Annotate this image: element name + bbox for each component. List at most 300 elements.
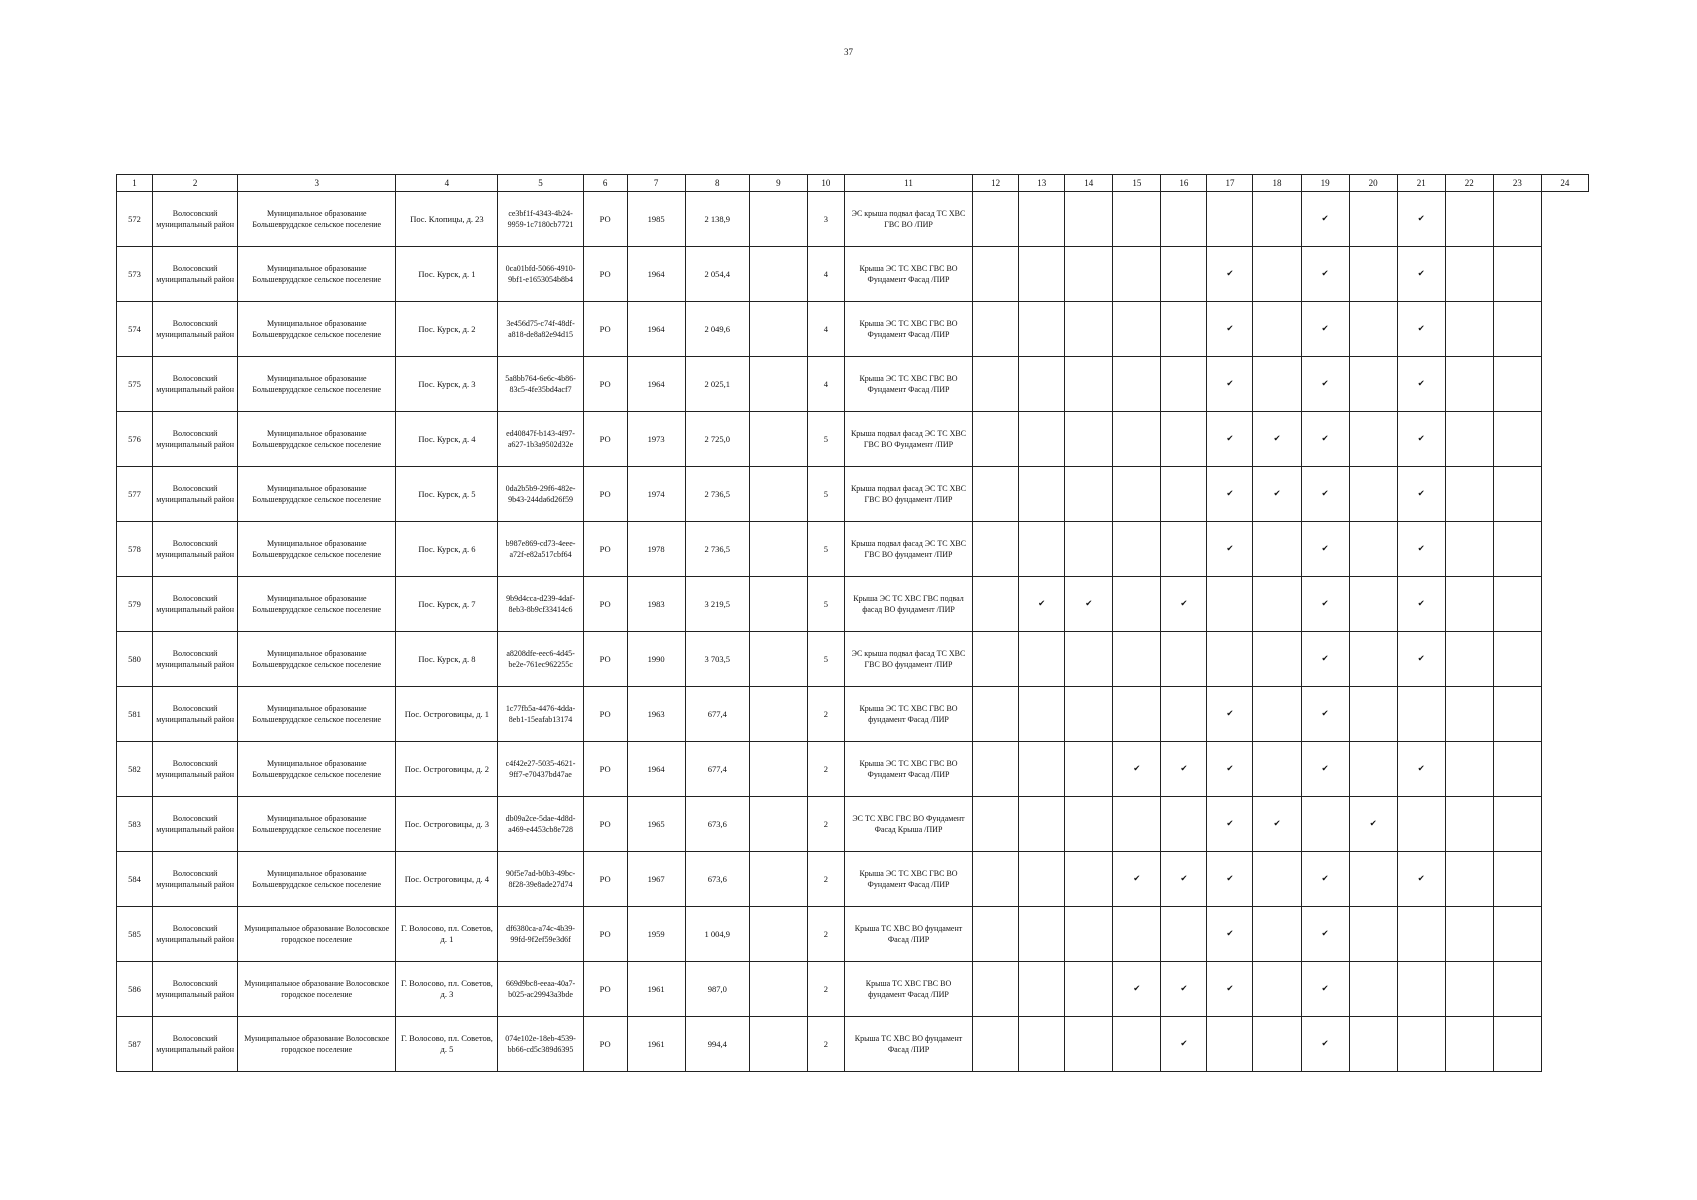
checkmark-icon: ✔ [1397,357,1445,412]
empty-cell [1493,247,1541,302]
year-built-cell: 1967 [627,852,685,907]
work-types-cell: Крыша ЭС ТС ХВС ГВС ВО Фундамент Фасад /ПИР [844,357,972,412]
empty-cell [1019,852,1065,907]
floors-cell: 4 [807,357,844,412]
empty-cell [1065,687,1113,742]
row-number-cell: 581 [117,687,153,742]
empty-cell [1349,522,1397,577]
year-built-cell: 1990 [627,632,685,687]
column-9-cell [749,907,807,962]
empty-cell [1019,412,1065,467]
district-cell: Волосовский муниципальный район [153,687,238,742]
building-id-cell: df6380ca-a74c-4b39-99fd-9f2ef59e3d6f [498,907,583,962]
empty-cell [973,247,1019,302]
checkmark-icon: ✔ [1397,522,1445,577]
checkmark-icon: ✔ [1397,742,1445,797]
district-cell: Волосовский муниципальный район [153,357,238,412]
table-row [117,632,1589,687]
row-number-cell: 577 [117,467,153,522]
building-id-cell: 5a8bb764-6e6c-4b86-83c5-4fe35bd4acf7 [498,357,583,412]
district-cell: Волосовский муниципальный район [153,797,238,852]
year-built-cell: 1973 [627,412,685,467]
year-built-cell: 1961 [627,962,685,1017]
empty-cell [1397,907,1445,962]
address-cell: Г. Волосово, пл. Советов, д. 1 [396,907,498,962]
empty-cell [973,357,1019,412]
empty-cell [1253,357,1301,412]
area-cell: 2 736,5 [685,467,749,522]
column-number-header-row [117,175,1589,192]
empty-cell [1065,797,1113,852]
checkmark-icon: ✔ [1301,632,1349,687]
district-cell: Волосовский муниципальный район [153,302,238,357]
checkmark-icon: ✔ [1349,797,1397,852]
year-built-cell: 1965 [627,797,685,852]
work-types-cell: Крыша ТС ХВС ВО фундамент Фасад /ПИР [844,907,972,962]
municipality-cell: Муниципальное образование Большевруддское сельское поселение [238,577,396,632]
checkmark-icon: ✔ [1207,687,1253,742]
empty-cell [1253,247,1301,302]
address-cell: Пос. Курск, д. 2 [396,302,498,357]
empty-cell [1113,412,1161,467]
empty-cell [1253,687,1301,742]
empty-cell [1065,467,1113,522]
empty-cell [1019,907,1065,962]
empty-cell [1065,962,1113,1017]
empty-cell [1445,192,1493,247]
empty-cell [1349,247,1397,302]
year-built-cell: 1985 [627,192,685,247]
empty-cell [973,797,1019,852]
area-cell: 677,4 [685,687,749,742]
area-cell: 3 219,5 [685,577,749,632]
column-9-cell [749,962,807,1017]
empty-cell [1301,797,1349,852]
building-id-cell: 3e456d75-c74f-48df-a818-de8a82e94d15 [498,302,583,357]
checkmark-icon: ✔ [1207,247,1253,302]
empty-cell [1113,577,1161,632]
empty-cell [1253,962,1301,1017]
empty-cell [1493,357,1541,412]
empty-cell [1065,357,1113,412]
empty-cell [973,577,1019,632]
empty-cell [1493,577,1541,632]
column-header-23: 23 [1493,175,1541,192]
empty-cell [1349,907,1397,962]
row-number-cell: 575 [117,357,153,412]
floors-cell: 5 [807,522,844,577]
empty-cell [1207,192,1253,247]
row-number-cell: 579 [117,577,153,632]
checkmark-icon: ✔ [1207,797,1253,852]
floors-cell: 5 [807,412,844,467]
empty-cell [1253,742,1301,797]
district-cell: Волосовский муниципальный район [153,1017,238,1072]
table-row [117,962,1589,1017]
building-id-cell: ed40847f-b143-4f97-a627-1b3a9502d32e [498,412,583,467]
municipality-cell: Муниципальное образование Большевруддское сельское поселение [238,247,396,302]
empty-cell [1019,1017,1065,1072]
building-id-cell: db09a2ce-5dae-4d8d-a469-e4453cb8e728 [498,797,583,852]
floors-cell: 2 [807,797,844,852]
table-row [117,797,1589,852]
checkmark-icon: ✔ [1113,962,1161,1017]
table-body [117,192,1589,1072]
empty-cell [1161,687,1207,742]
column-header-4: 4 [396,175,498,192]
district-cell: Волосовский муниципальный район [153,962,238,1017]
empty-cell [1253,577,1301,632]
work-types-cell: ЭС крыша подвал фасад ТС ХВС ГВС ВО /ПИР [844,192,972,247]
column-9-cell [749,412,807,467]
checkmark-icon: ✔ [1301,467,1349,522]
area-cell: 2 736,5 [685,522,749,577]
empty-cell [973,632,1019,687]
empty-cell [1113,192,1161,247]
column-header-14: 14 [1065,175,1113,192]
area-cell: 2 049,6 [685,302,749,357]
building-id-cell: 90f5e7ad-b0b3-49bc-8f28-39e8ade27d74 [498,852,583,907]
row-number-cell: 582 [117,742,153,797]
fund-form-cell: РО [583,797,627,852]
floors-cell: 2 [807,962,844,1017]
empty-cell [1349,302,1397,357]
fund-form-cell: РО [583,1017,627,1072]
empty-cell [1445,247,1493,302]
empty-cell [1019,962,1065,1017]
empty-cell [1445,962,1493,1017]
empty-cell [1019,522,1065,577]
empty-cell [1397,687,1445,742]
checkmark-icon: ✔ [1113,742,1161,797]
fund-form-cell: РО [583,357,627,412]
address-cell: Пос. Курск, д. 7 [396,577,498,632]
municipality-cell: Муниципальное образование Большевруддское сельское поселение [238,742,396,797]
column-header-20: 20 [1349,175,1397,192]
empty-cell [1065,247,1113,302]
year-built-cell: 1983 [627,577,685,632]
work-types-cell: Крыша подвал фасад ЭС ТС ХВС ГВС ВО фундамент /ПИР [844,522,972,577]
empty-cell [1349,357,1397,412]
empty-cell [1445,412,1493,467]
work-types-cell: Крыша ТС ХВС ВО фундамент Фасад /ПИР [844,1017,972,1072]
checkmark-icon: ✔ [1019,577,1065,632]
building-id-cell: 074e102e-18eb-4539-bb66-cd5c389d6395 [498,1017,583,1072]
area-cell: 673,6 [685,797,749,852]
work-types-cell: Крыша ЭС ТС ХВС ГВС ВО Фундамент Фасад /ПИР [844,247,972,302]
checkmark-icon: ✔ [1397,852,1445,907]
floors-cell: 4 [807,247,844,302]
work-types-cell: Крыша ЭС ТС ХВС ГВС подвал фасад ВО фундамент /ПИР [844,577,972,632]
column-9-cell [749,687,807,742]
area-cell: 2 054,4 [685,247,749,302]
empty-cell [1349,192,1397,247]
column-header-17: 17 [1207,175,1253,192]
table-row [117,192,1589,247]
area-cell: 2 138,9 [685,192,749,247]
address-cell: Г. Волосово, пл. Советов, д. 5 [396,1017,498,1072]
column-header-24: 24 [1541,175,1588,192]
empty-cell [1493,962,1541,1017]
district-cell: Волосовский муниципальный район [153,907,238,962]
empty-cell [1493,302,1541,357]
empty-cell [1493,1017,1541,1072]
floors-cell: 2 [807,687,844,742]
checkmark-icon: ✔ [1207,302,1253,357]
checkmark-icon: ✔ [1207,412,1253,467]
empty-cell [1445,1017,1493,1072]
column-header-3: 3 [238,175,396,192]
address-cell: Пос. Курск, д. 1 [396,247,498,302]
empty-cell [1113,632,1161,687]
empty-cell [1161,632,1207,687]
building-id-cell: ce3bf1f-4343-4b24-9959-1c7180cb7721 [498,192,583,247]
table-row [117,522,1589,577]
empty-cell [1349,742,1397,797]
empty-cell [1065,412,1113,467]
checkmark-icon: ✔ [1207,467,1253,522]
empty-cell [1065,1017,1113,1072]
checkmark-icon: ✔ [1301,742,1349,797]
empty-cell [1113,1017,1161,1072]
fund-form-cell: РО [583,302,627,357]
empty-cell [1493,522,1541,577]
municipality-cell: Муниципальное образование Большевруддское сельское поселение [238,467,396,522]
row-number-cell: 573 [117,247,153,302]
area-cell: 2 025,1 [685,357,749,412]
empty-cell [1349,962,1397,1017]
work-types-cell: ЭС крыша подвал фасад ТС ХВС ГВС ВО фундамент /ПИР [844,632,972,687]
table-row [117,302,1589,357]
column-9-cell [749,357,807,412]
fund-form-cell: РО [583,412,627,467]
table-row [117,467,1589,522]
building-id-cell: 9b9d4cca-d239-4daf-8eb3-8b9cf33414c6 [498,577,583,632]
empty-cell [1113,467,1161,522]
checkmark-icon: ✔ [1161,577,1207,632]
district-cell: Волосовский муниципальный район [153,632,238,687]
empty-cell [1161,797,1207,852]
checkmark-icon: ✔ [1301,1017,1349,1072]
floors-cell: 5 [807,467,844,522]
housing-register-table [116,174,1589,1072]
building-id-cell: 0ca01bfd-5066-4910-9bf1-e1653054b8b4 [498,247,583,302]
fund-form-cell: РО [583,962,627,1017]
fund-form-cell: РО [583,192,627,247]
checkmark-icon: ✔ [1253,797,1301,852]
empty-cell [1493,852,1541,907]
empty-cell [1065,302,1113,357]
district-cell: Волосовский муниципальный район [153,192,238,247]
table-row [117,852,1589,907]
table-row [117,687,1589,742]
fund-form-cell: РО [583,247,627,302]
checkmark-icon: ✔ [1397,577,1445,632]
empty-cell [1065,852,1113,907]
checkmark-icon: ✔ [1301,577,1349,632]
row-number-cell: 576 [117,412,153,467]
empty-cell [1445,632,1493,687]
column-header-13: 13 [1019,175,1065,192]
address-cell: Пос. Курск, д. 6 [396,522,498,577]
work-types-cell: Крыша ЭС ТС ХВС ГВС ВО Фундамент Фасад /ПИР [844,742,972,797]
year-built-cell: 1963 [627,687,685,742]
building-id-cell: 0da2b5b9-29f6-482e-9b43-244da6d26f59 [498,467,583,522]
column-header-6: 6 [583,175,627,192]
empty-cell [1253,907,1301,962]
fund-form-cell: РО [583,742,627,797]
empty-cell [1493,907,1541,962]
checkmark-icon: ✔ [1397,247,1445,302]
column-header-9: 9 [749,175,807,192]
empty-cell [1113,907,1161,962]
empty-cell [973,522,1019,577]
empty-cell [973,192,1019,247]
empty-cell [1019,687,1065,742]
floors-cell: 2 [807,1017,844,1072]
fund-form-cell: РО [583,852,627,907]
row-number-cell: 583 [117,797,153,852]
table-row [117,907,1589,962]
empty-cell [1113,797,1161,852]
checkmark-icon: ✔ [1301,687,1349,742]
empty-cell [1349,1017,1397,1072]
column-9-cell [749,247,807,302]
work-types-cell: Крыша подвал фасад ЭС ТС ХВС ГВС ВО Фундамент /ПИР [844,412,972,467]
municipality-cell: Муниципальное образование Волосовское городское поселение [238,907,396,962]
address-cell: Г. Волосово, пл. Советов, д. 3 [396,962,498,1017]
column-9-cell [749,302,807,357]
checkmark-icon: ✔ [1161,852,1207,907]
column-9-cell [749,742,807,797]
column-header-1: 1 [117,175,153,192]
row-number-cell: 585 [117,907,153,962]
checkmark-icon: ✔ [1301,247,1349,302]
building-id-cell: 669d9bc8-eeaa-40a7-b025-ac29943a3bde [498,962,583,1017]
table-row [117,742,1589,797]
checkmark-icon: ✔ [1301,852,1349,907]
fund-form-cell: РО [583,632,627,687]
empty-cell [1397,797,1445,852]
building-id-cell: 1c77fb5a-4476-4dda-8eb1-15eafab13174 [498,687,583,742]
address-cell: Пос. Остроговицы, д. 3 [396,797,498,852]
district-cell: Волосовский муниципальный район [153,412,238,467]
year-built-cell: 1964 [627,302,685,357]
empty-cell [1207,577,1253,632]
fund-form-cell: РО [583,687,627,742]
area-cell: 3 703,5 [685,632,749,687]
empty-cell [1253,1017,1301,1072]
floors-cell: 4 [807,302,844,357]
area-cell: 994,4 [685,1017,749,1072]
floors-cell: 3 [807,192,844,247]
empty-cell [973,742,1019,797]
checkmark-icon: ✔ [1207,357,1253,412]
empty-cell [1493,192,1541,247]
column-header-16: 16 [1161,175,1207,192]
empty-cell [1445,797,1493,852]
row-number-cell: 572 [117,192,153,247]
municipality-cell: Муниципальное образование Большевруддское сельское поселение [238,797,396,852]
checkmark-icon: ✔ [1397,632,1445,687]
fund-form-cell: РО [583,522,627,577]
empty-cell [1493,797,1541,852]
checkmark-icon: ✔ [1397,467,1445,522]
empty-cell [1065,192,1113,247]
column-9-cell [749,577,807,632]
year-built-cell: 1964 [627,247,685,302]
empty-cell [1253,192,1301,247]
floors-cell: 2 [807,852,844,907]
empty-cell [1019,192,1065,247]
empty-cell [1019,632,1065,687]
municipality-cell: Муниципальное образование Большевруддское сельское поселение [238,192,396,247]
municipality-cell: Муниципальное образование Волосовское городское поселение [238,1017,396,1072]
empty-cell [1019,467,1065,522]
table-row [117,1017,1589,1072]
empty-cell [1445,687,1493,742]
empty-cell [1019,302,1065,357]
empty-cell [1493,742,1541,797]
empty-cell [1397,1017,1445,1072]
row-number-cell: 580 [117,632,153,687]
empty-cell [973,962,1019,1017]
area-cell: 1 004,9 [685,907,749,962]
column-header-10: 10 [807,175,844,192]
empty-cell [973,412,1019,467]
row-number-cell: 587 [117,1017,153,1072]
empty-cell [1445,302,1493,357]
checkmark-icon: ✔ [1397,412,1445,467]
address-cell: Пос. Курск, д. 5 [396,467,498,522]
work-types-cell: ЭС ТС ХВС ГВС ВО Фундамент Фасад Крыша /ПИР [844,797,972,852]
empty-cell [973,1017,1019,1072]
empty-cell [973,467,1019,522]
district-cell: Волосовский муниципальный район [153,467,238,522]
empty-cell [1493,412,1541,467]
row-number-cell: 574 [117,302,153,357]
address-cell: Пос. Курск, д. 3 [396,357,498,412]
column-9-cell [749,1017,807,1072]
work-types-cell: Крыша ЭС ТС ХВС ГВС ВО фундамент Фасад /ПИР [844,687,972,742]
empty-cell [1349,687,1397,742]
area-cell: 987,0 [685,962,749,1017]
checkmark-icon: ✔ [1161,962,1207,1017]
empty-cell [1161,907,1207,962]
empty-cell [1349,577,1397,632]
empty-cell [1019,797,1065,852]
checkmark-icon: ✔ [1207,907,1253,962]
column-9-cell [749,852,807,907]
building-id-cell: a8208dfe-eec6-4d45-be2e-761ec962255c [498,632,583,687]
empty-cell [1253,302,1301,357]
work-types-cell: Крыша ЭС ТС ХВС ГВС ВО Фундамент Фасад /ПИР [844,302,972,357]
column-header-19: 19 [1301,175,1349,192]
municipality-cell: Муниципальное образование Большевруддское сельское поселение [238,687,396,742]
empty-cell [1445,467,1493,522]
empty-cell [1065,907,1113,962]
empty-cell [1349,632,1397,687]
district-cell: Волосовский муниципальный район [153,577,238,632]
table-row [117,577,1589,632]
empty-cell [1445,357,1493,412]
empty-cell [1493,632,1541,687]
municipality-cell: Муниципальное образование Большевруддское сельское поселение [238,357,396,412]
empty-cell [1019,247,1065,302]
empty-cell [1253,522,1301,577]
checkmark-icon: ✔ [1397,302,1445,357]
empty-cell [1065,522,1113,577]
